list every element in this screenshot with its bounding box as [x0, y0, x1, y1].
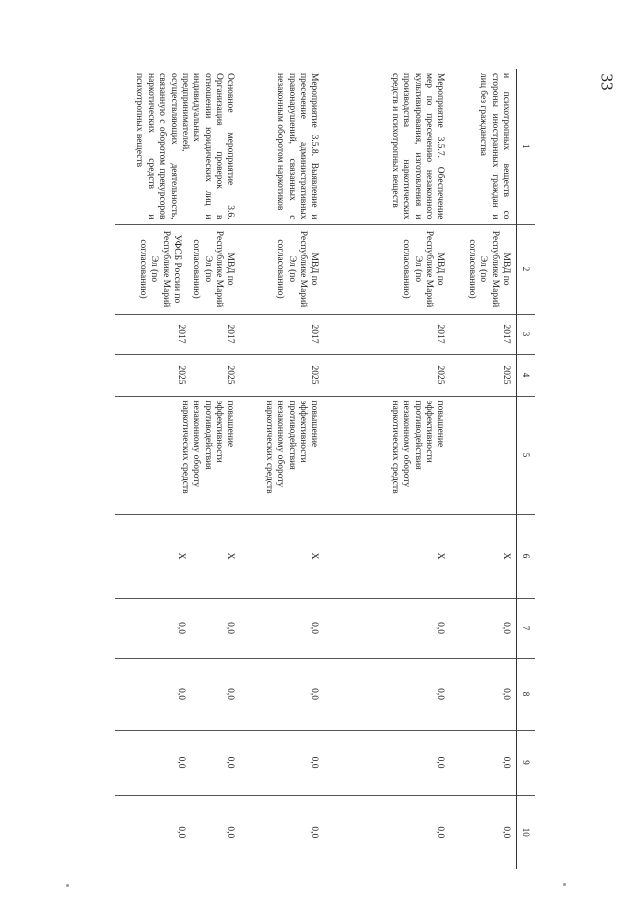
value-cell-8: 0,0	[451, 658, 517, 730]
start-year: 2017	[225, 324, 236, 344]
column-header-1: 1	[517, 69, 536, 224]
value-8-2: 0,0	[176, 688, 187, 700]
value-9: 0,0	[225, 756, 236, 769]
executor-cell	[115, 224, 241, 314]
link-cell: Х	[451, 514, 517, 598]
value-cell-10: 0,0	[451, 795, 517, 869]
start-year-cell	[115, 314, 241, 354]
value-cell-9: 0,0	[325, 730, 451, 795]
value-cell-10: 0,0	[241, 795, 325, 869]
executor-cell: МВД по Республике Марий Эл (по согласованию)	[241, 224, 325, 314]
link-cell: Х	[325, 514, 451, 598]
end-year-cell: 2025	[451, 354, 517, 396]
value-cell-9: 0,0	[241, 730, 325, 795]
table-row	[451, 69, 517, 869]
page-content	[115, 69, 535, 869]
executor-cell: МВД по Республике Марий Эл (по согласованию)	[451, 224, 517, 314]
value-cell-8: 0,0	[241, 658, 325, 730]
column-header-5: 5	[517, 396, 536, 514]
executor-text-2: УФСБ России по Республике Марий Эл (по согласованию)	[137, 230, 182, 308]
value-10: 0,0	[225, 826, 236, 839]
table-header-row	[517, 69, 536, 869]
start-year-cell: 2017	[241, 314, 325, 354]
value-cell-8	[115, 658, 241, 730]
result-cell	[451, 396, 517, 514]
measure-cell: и психотропных веществ со стороны иностранных граждан и лиц без гражданства	[478, 73, 511, 220]
start-year-2: 2017	[176, 324, 187, 344]
measure-cell: Мероприятие 3.5.7. Обеспечение мер по пресечению незаконного культивирования, изготовления и производства наркотических средств и психотропных веществ	[389, 73, 446, 220]
result-cell: повышение эффективности противодействия незаконному обороту наркотических средств	[115, 396, 241, 514]
value-7-2: 0,0	[176, 622, 187, 634]
column-header-8: 8	[517, 658, 536, 730]
column-header-6: 6	[517, 514, 536, 598]
executor-cell: МВД по Республике Марий Эл (по согласованию)	[325, 224, 451, 314]
page-number	[593, 62, 619, 102]
result-cell: повышение эффективности противодействия незаконному обороту наркотических средств	[241, 396, 325, 514]
value-cell-9	[115, 730, 241, 795]
end-year: 2025	[225, 365, 236, 385]
end-year-cell	[115, 354, 241, 396]
page-number-text: 33	[597, 73, 616, 91]
end-year-2: 2025	[176, 365, 187, 385]
value-cell-7: 0,0	[241, 598, 325, 658]
scan-speck	[563, 883, 566, 886]
column-header-4: 4	[517, 354, 536, 396]
value-cell-7	[115, 598, 241, 658]
start-year-cell: 2017	[325, 314, 451, 354]
measure-cell: Мероприятие 3.5.8. Выявление и пресечение административных правонарушений, связанных с незаконным оборотом наркотиков	[275, 73, 320, 220]
value-7: 0,0	[225, 622, 236, 634]
end-year-cell: 2025	[241, 354, 325, 396]
column-header-2: 2	[517, 224, 536, 314]
value-cell-10: 0,0	[325, 795, 451, 869]
end-year-cell: 2025	[325, 354, 451, 396]
value-9-2: 0,0	[176, 756, 187, 769]
measures-table	[115, 69, 535, 869]
column-header-7: 7	[517, 598, 536, 658]
link-mark-2: Х	[176, 552, 187, 560]
value-10-2: 0,0	[176, 826, 187, 839]
table-row	[115, 69, 241, 869]
value-cell-9: 0,0	[451, 730, 517, 795]
executor-text: МВД по Республике Марий Эл (по согласованию)	[191, 230, 236, 308]
table-row	[241, 69, 325, 869]
link-cell: Х	[241, 514, 325, 598]
value-cell-7: 0,0	[325, 598, 451, 658]
column-header-9: 9	[517, 730, 536, 795]
result-cell: повышение эффективности противодействия незаконному обороту наркотических средств	[325, 396, 451, 514]
rotated-table-frame	[115, 69, 535, 869]
scan-speck	[66, 884, 69, 887]
value-cell-7: 0,0	[451, 598, 517, 658]
link-mark: Х	[225, 552, 236, 560]
link-cell	[115, 514, 241, 598]
value-cell-10	[115, 795, 241, 869]
table-row	[325, 69, 451, 869]
column-header-10: 10	[517, 795, 536, 869]
value-8: 0,0	[225, 688, 236, 700]
start-year-cell: 2017	[451, 314, 517, 354]
column-header-3: 3	[517, 314, 536, 354]
value-cell-8: 0,0	[325, 658, 451, 730]
measure-cell: Основное мероприятие 3.6. Организация проверок в отношении юридических лиц и индивидуальных предпринимателей, осуществляющих деятельность, связанную с оборотом прекурсоров наркотических средств и психотропных веществ	[134, 73, 236, 220]
